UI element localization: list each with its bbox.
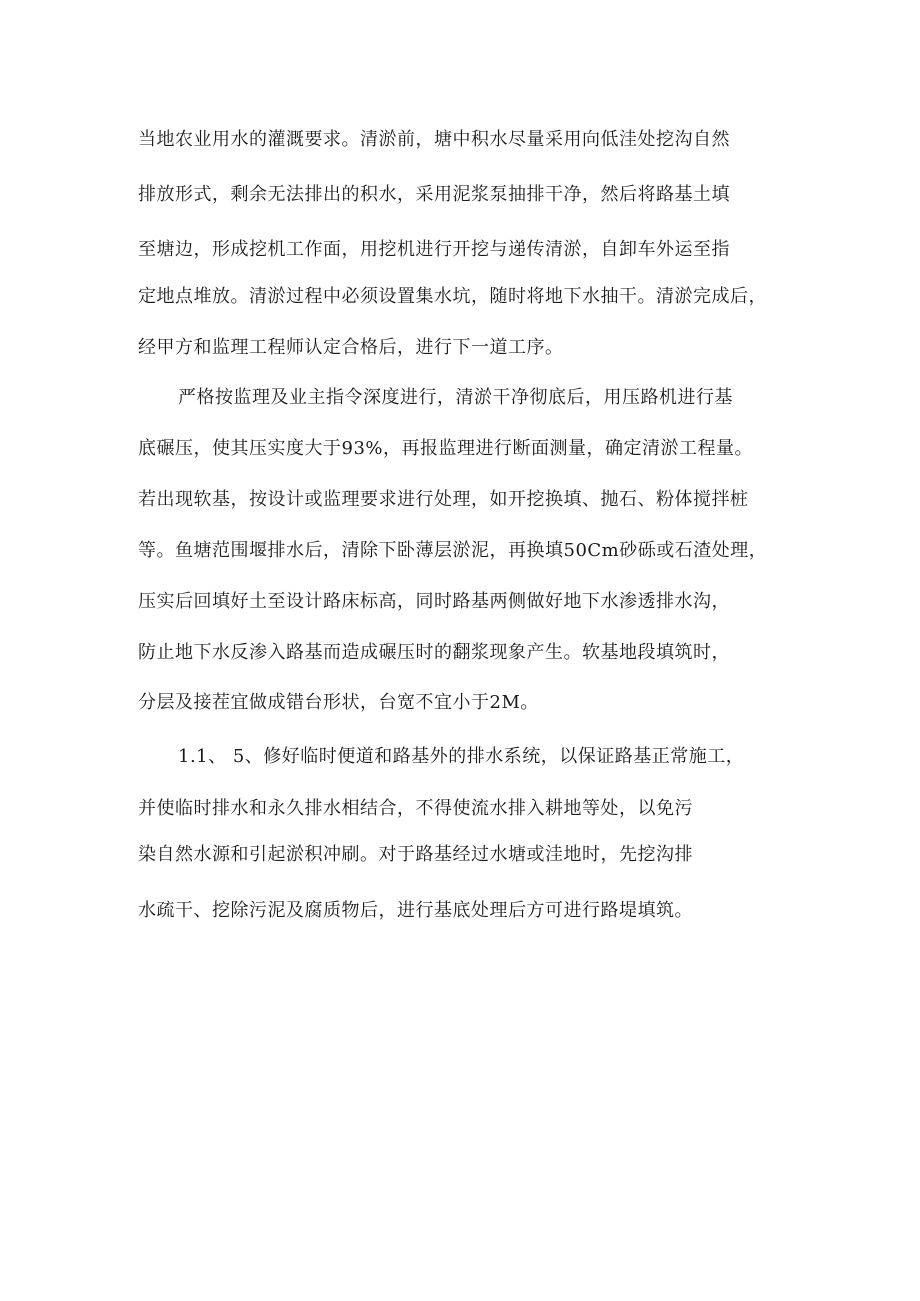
paragraph-1-line-1: 当地农业用水的灌溉要求。清淤前，塘中积水尽量采用向低洼处挖沟自然: [138, 129, 730, 150]
paragraph-1-line-5: 经甲方和监理工程师认定合格后，进行下一道工序。: [138, 337, 564, 358]
paragraph-1-line-3: 至塘边，形成挖机工作面，用挖机进行开挖与递传清淤，自卸车外运至指: [138, 239, 730, 260]
paragraph-3-line-4: 水疏干、挖除污泥及腐质物后，进行基底处理后方可进行路堤填筑。: [138, 900, 693, 921]
paragraph-3-line-2: 并使临时排水和永久排水相结合，不得使流水排入耕地等处，以免污: [138, 798, 693, 819]
paragraph-2-line-1: 严格按监理及业主指令深度进行，清淤干净彻底后，用压路机进行基: [178, 387, 733, 408]
paragraph-2-line-7: 分层及接茬宜做成错台形状，台宽不宜小于2M。: [138, 692, 539, 713]
paragraph-2-line-5: 压实后回填好土至设计路床标高，同时路基两侧做好地下水渗透排水沟，: [138, 591, 730, 612]
paragraph-3-line-3: 染自然水源和引起淤积冲刷。对于路基经过水塘或洼地时，先挖沟排: [138, 844, 693, 865]
paragraph-2-line-3: 若出现软基，按设计或监理要求进行处理，如开挖换填、抛石、粉体搅拌桩: [138, 489, 749, 510]
paragraph-2-line-6: 防止地下水反渗入路基而造成碾压时的翻浆现象产生。软基地段填筑时，: [138, 642, 730, 663]
paragraph-1-line-2: 排放形式，剩余无法排出的积水，采用泥浆泵抽排干净，然后将路基土填: [138, 184, 730, 205]
paragraph-1-line-4: 定地点堆放。清淤过程中必须设置集水坑，随时将地下水抽干。清淤完成后，: [138, 286, 767, 307]
paragraph-2-line-4: 等。鱼塘范围堰排水后，清除下卧薄层淤泥，再换填50Cm砂砾或石渣处理，: [138, 540, 768, 561]
paragraph-2-line-2: 底碾压，使其压实度大于93%，再报监理进行断面测量，确定清淤工程量。: [138, 438, 754, 459]
paragraph-3-line-1: 1.1、 5、修好临时便道和路基外的排水系统，以保证路基正常施工，: [178, 746, 745, 767]
